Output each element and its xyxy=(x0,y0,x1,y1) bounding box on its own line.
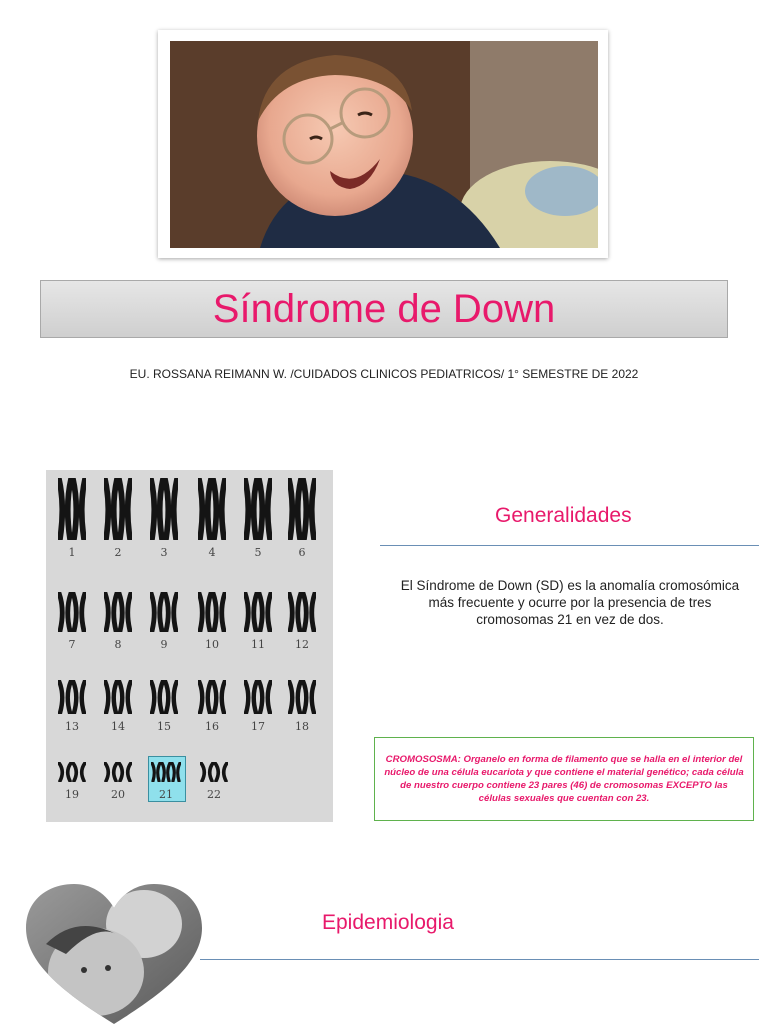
chromosome-12 xyxy=(288,592,316,632)
child-photo xyxy=(170,41,598,248)
karyotype-image xyxy=(46,470,333,822)
chromosome-label-13: 13 xyxy=(65,720,79,733)
chromosome-17 xyxy=(244,680,272,714)
chromosome-1 xyxy=(58,478,86,540)
chromosome-label-2: 2 xyxy=(114,546,122,559)
chromosome-label-12: 12 xyxy=(295,638,309,651)
chromosome-label-10: 10 xyxy=(205,638,219,651)
generalidades-text: El Síndrome de Down (SD) es la anomalía cromosómica más frecuente y ocurre por la presencia de tres cromosomas 21 en vez de dos. xyxy=(400,578,740,627)
chromosome-4 xyxy=(198,478,226,540)
chromosome-19 xyxy=(58,762,86,782)
chromosome-16 xyxy=(198,680,226,714)
epidemiologia-divider xyxy=(200,959,759,960)
chromosome-label-19: 19 xyxy=(65,788,79,801)
chromosome-5 xyxy=(244,478,272,540)
section-heading-epidemiologia: Epidemiologia xyxy=(322,911,454,934)
chromosome-label-9: 9 xyxy=(160,638,168,651)
chromosome-label-4: 4 xyxy=(208,546,216,559)
chromosome-21 xyxy=(151,762,181,782)
chromosome-label-22: 22 xyxy=(207,788,221,801)
chromosome-definition-box xyxy=(374,737,754,821)
chromosome-label-8: 8 xyxy=(114,638,122,651)
chromosome-label-18: 18 xyxy=(295,720,309,733)
chromosome-15 xyxy=(150,680,178,714)
chromosome-label-14: 14 xyxy=(111,720,125,733)
chromosome-11 xyxy=(244,592,272,632)
section-heading-generalidades: Generalidades xyxy=(495,504,632,527)
child-photo-illustration xyxy=(170,41,598,248)
chromosome-label-15: 15 xyxy=(157,720,171,733)
chromosome-13 xyxy=(58,680,86,714)
author-subtitle: EU. ROSSANA REIMANN W. /CUIDADOS CLINICOS PEDIATRICOS/ 1° SEMESTRE DE 2022 xyxy=(129,367,639,381)
chromosome-label-1: 1 xyxy=(68,546,76,559)
page-title: Síndrome de Down xyxy=(212,287,556,331)
child-photo-frame xyxy=(158,30,608,258)
chromosome-20 xyxy=(104,762,132,782)
chromosome-18 xyxy=(288,680,316,714)
chromosome-6 xyxy=(288,478,316,540)
chromosome-label-20: 20 xyxy=(111,788,125,801)
chromosome-9 xyxy=(150,592,178,632)
chromosome-label-7: 7 xyxy=(68,638,76,651)
chromosome-22 xyxy=(200,762,228,782)
chromosome-label-17: 17 xyxy=(251,720,265,733)
chromosome-10 xyxy=(198,592,226,632)
chromosome-label-11: 11 xyxy=(251,638,265,651)
chromosome-label-3: 3 xyxy=(160,546,168,559)
chromosome-8 xyxy=(104,592,132,632)
chromosome-label-16: 16 xyxy=(205,720,219,733)
chromosome-label-5: 5 xyxy=(254,546,262,559)
chromosome-7 xyxy=(58,592,86,632)
generalidades-divider xyxy=(380,545,759,546)
title-banner xyxy=(40,280,728,338)
mother-child-heart-photo xyxy=(26,884,202,1024)
chromosome-14 xyxy=(104,680,132,714)
chromosome-label-6: 6 xyxy=(298,546,306,559)
chromosome-definition-text: CROMOSOSMA: Organelo en forma de filamento que se halla en el interior del núcleo de una célula eucariota y que contiene el material genético; cada célula de nuestro cuerpo contiene 23 pares (46) de cromosomas EXCEPTO las células sexuales que cuentan con 23. xyxy=(384,754,744,804)
chromosome-2 xyxy=(104,478,132,540)
chromosome-3 xyxy=(150,478,178,540)
chromosome-label-21: 21 xyxy=(159,788,173,801)
